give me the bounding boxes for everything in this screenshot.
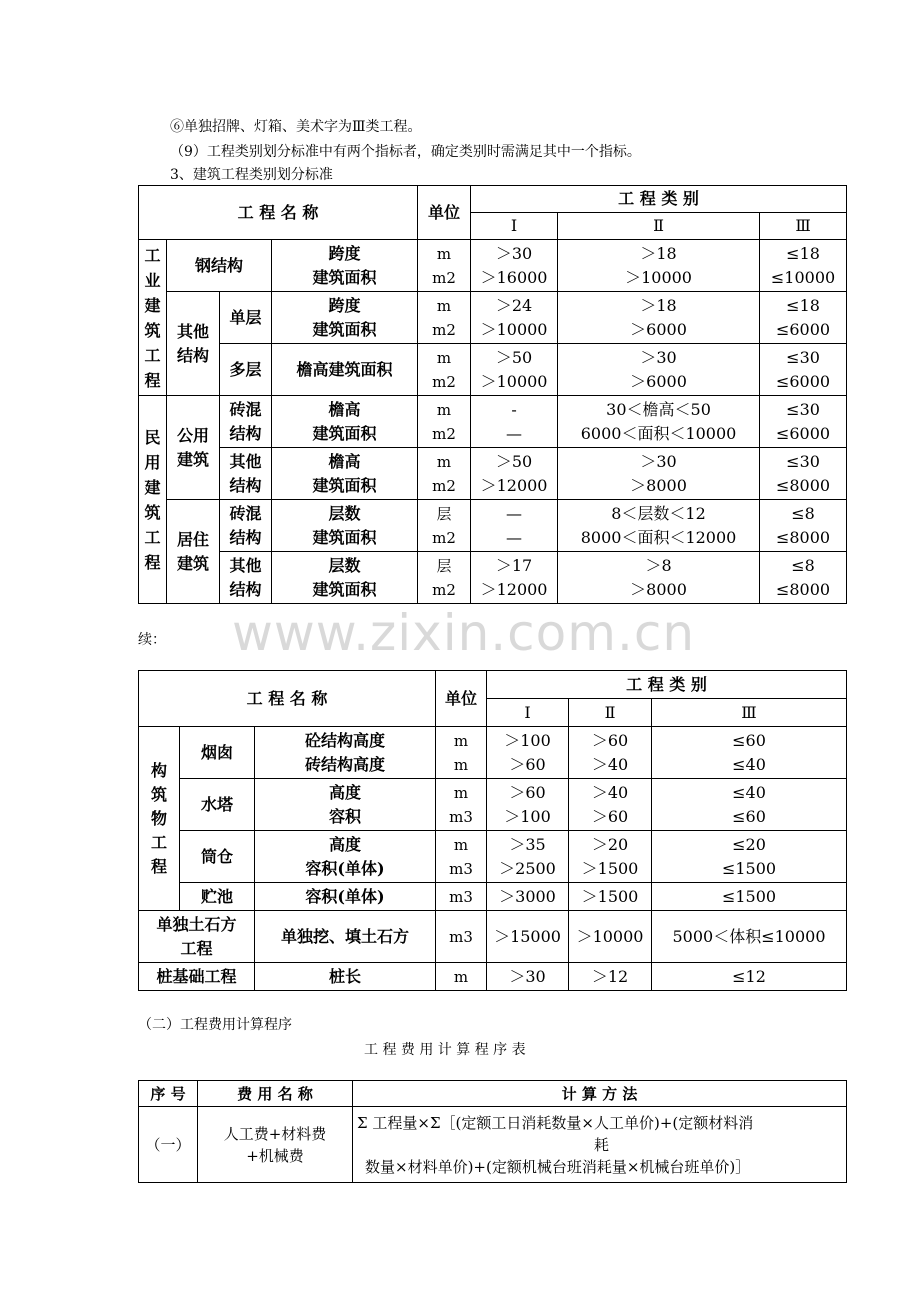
class-2-value: ＞1500 xyxy=(569,883,652,911)
class-3-value: ≤18 ≤10000 xyxy=(760,240,847,292)
header-category: 工 程 类 别 xyxy=(471,186,847,213)
header-class-3: Ⅲ xyxy=(652,699,847,727)
class-2-value: ＞10000 xyxy=(569,911,652,963)
group-structures: 构 筑 物 工 程 xyxy=(139,727,180,911)
class-2-value: ＞30 ＞6000 xyxy=(558,344,760,396)
unit: m3 xyxy=(436,911,487,963)
class-3-value: ≤20 ≤1500 xyxy=(652,831,847,883)
multi-storey: 多层 xyxy=(220,344,272,396)
class-1-value: ＞50 ＞12000 xyxy=(471,448,558,500)
class-1-value: ＞15000 xyxy=(487,911,569,963)
class-3-value: ≤8 ≤8000 xyxy=(760,552,847,604)
class-2-value: 8＜层数＜12 8000＜面积＜12000 xyxy=(558,500,760,552)
unit: m m2 xyxy=(418,396,471,448)
class-1-value: ＞100 ＞60 xyxy=(487,727,569,779)
class-2-value: ＞20 ＞1500 xyxy=(569,831,652,883)
unit: m m2 xyxy=(418,448,471,500)
indicator: 跨度 建筑面积 xyxy=(272,292,418,344)
other-structure: 其他 结构 xyxy=(220,552,272,604)
fee-calculation-table xyxy=(138,1080,847,1183)
intro-line-3: 3、建筑工程类别划分标准 xyxy=(170,167,333,183)
unit: 层 m2 xyxy=(418,500,471,552)
brick-concrete: 砖混 结构 xyxy=(220,500,272,552)
public-building: 公用 建筑 xyxy=(167,396,220,500)
class-1-value: ＞3000 xyxy=(487,883,569,911)
indicator: 层数 建筑面积 xyxy=(272,552,418,604)
unit: m m2 xyxy=(418,344,471,396)
table-title: 工 程 费 用 计 算 程 序 表 xyxy=(364,1042,526,1058)
intro-line-2: （9）工程类别划分标准中有两个指标者，确定类别时需满足其中一个指标。 xyxy=(170,144,641,160)
class-2-value: ＞60 ＞40 xyxy=(569,727,652,779)
class-2-value: 30＜檐高＜50 6000＜面积＜10000 xyxy=(558,396,760,448)
earthwork-name: 单独土石方 工程 xyxy=(139,911,255,963)
unit: m xyxy=(436,963,487,991)
class-2-value: ＞12 xyxy=(569,963,652,991)
class-2-value: ＞18 ＞6000 xyxy=(558,292,760,344)
unit: m m2 xyxy=(418,292,471,344)
fee-name: 人工费+材料费 +机械费 xyxy=(198,1107,353,1183)
indicator: 砼结构高度 砖结构高度 xyxy=(255,727,436,779)
indicator: 檐高 建筑面积 xyxy=(272,448,418,500)
unit: 层 m2 xyxy=(418,552,471,604)
header-class-1: Ⅰ xyxy=(487,699,569,727)
class-2-value: ＞18 ＞10000 xyxy=(558,240,760,292)
method-line-3: 数量×材料单价)+(定额机械台班消耗量×机械台班单价)］ xyxy=(365,1157,751,1176)
class-3-value: ≤8 ≤8000 xyxy=(760,500,847,552)
class-3-value: ≤12 xyxy=(652,963,847,991)
building-category-table xyxy=(138,185,847,604)
class-1-value: — — xyxy=(471,500,558,552)
intro-line-1: ⑥单独招牌、灯箱、美术字为Ⅲ类工程。 xyxy=(170,119,422,135)
class-3-value: ≤30 ≤8000 xyxy=(760,448,847,500)
residential-building: 居住 建筑 xyxy=(167,500,220,604)
unit: m m3 xyxy=(436,779,487,831)
class-1-value: - — xyxy=(471,396,558,448)
header-fee-name: 费 用 名 称 xyxy=(198,1081,353,1107)
class-1-value: ＞35 ＞2500 xyxy=(487,831,569,883)
header-class-3: Ⅲ xyxy=(760,213,847,240)
steel-structure: 钢结构 xyxy=(167,240,272,292)
structure-category-table xyxy=(138,670,847,991)
indicator: 檐高 建筑面积 xyxy=(272,396,418,448)
class-1-value: ＞17 ＞12000 xyxy=(471,552,558,604)
class-3-value: ≤30 ≤6000 xyxy=(760,344,847,396)
header-number: 序 号 xyxy=(139,1081,198,1107)
header-unit: 单位 xyxy=(418,186,471,240)
other-structure: 其他 结构 xyxy=(167,292,220,396)
header-class-2: Ⅱ xyxy=(558,213,760,240)
class-3-value: ≤60 ≤40 xyxy=(652,727,847,779)
indicator: 檐高建筑面积 xyxy=(272,344,418,396)
class-1-value: ＞50 ＞10000 xyxy=(471,344,558,396)
indicator: 桩长 xyxy=(255,963,436,991)
indicator: 跨度 建筑面积 xyxy=(272,240,418,292)
header-class-2: Ⅱ xyxy=(569,699,652,727)
method-line-2: 耗 xyxy=(593,1135,609,1154)
method-line-1: Σ 工程量×Σ［(定额工日消耗数量×人工单价)+(定额材料消 xyxy=(357,1113,754,1132)
unit: m m xyxy=(436,727,487,779)
single-storey: 单层 xyxy=(220,292,272,344)
header-name: 工 程 名 称 xyxy=(139,186,418,240)
class-3-value: ≤40 ≤60 xyxy=(652,779,847,831)
method xyxy=(353,1107,847,1183)
header-class-1: Ⅰ xyxy=(471,213,558,240)
class-1-value: ＞60 ＞100 xyxy=(487,779,569,831)
section-heading: （二）工程费用计算程序 xyxy=(138,1017,292,1033)
group-civil: 民 用 建 筑 工 程 xyxy=(139,396,167,604)
storage-pool: 贮池 xyxy=(180,883,255,911)
unit: m3 xyxy=(436,883,487,911)
unit: m m3 xyxy=(436,831,487,883)
pile-foundation-name: 桩基础工程 xyxy=(139,963,255,991)
header-category: 工 程 类 别 xyxy=(487,671,847,699)
class-1-value: ＞30 ＞16000 xyxy=(471,240,558,292)
class-1-value: ＞24 ＞10000 xyxy=(471,292,558,344)
class-3-value: ≤30 ≤6000 xyxy=(760,396,847,448)
indicator: 高度 容积(单体) xyxy=(255,831,436,883)
header-unit: 单位 xyxy=(436,671,487,727)
indicator: 单独挖、填土石方 xyxy=(255,911,436,963)
indicator: 容积(单体) xyxy=(255,883,436,911)
class-2-value: ＞8 ＞8000 xyxy=(558,552,760,604)
class-3-value: ≤1500 xyxy=(652,883,847,911)
chimney: 烟囱 xyxy=(180,727,255,779)
other-structure: 其他 结构 xyxy=(220,448,272,500)
continued-label: 续： xyxy=(138,632,166,648)
class-2-value: ＞40 ＞60 xyxy=(569,779,652,831)
class-3-value: 5000＜体积≤10000 xyxy=(652,911,847,963)
class-1-value: ＞30 xyxy=(487,963,569,991)
header-method: 计 算 方 法 xyxy=(353,1081,847,1107)
indicator: 高度 容积 xyxy=(255,779,436,831)
unit: m m2 xyxy=(418,240,471,292)
brick-concrete: 砖混 结构 xyxy=(220,396,272,448)
indicator: 层数 建筑面积 xyxy=(272,500,418,552)
group-industrial: 工 业 建 筑 工 程 xyxy=(139,240,167,396)
water-tower: 水塔 xyxy=(180,779,255,831)
silo: 筒仓 xyxy=(180,831,255,883)
row-number: （一） xyxy=(139,1107,198,1183)
class-3-value: ≤18 ≤6000 xyxy=(760,292,847,344)
header-name: 工 程 名 称 xyxy=(139,671,436,727)
watermark: www.zixin.com.cn xyxy=(232,604,696,662)
class-2-value: ＞30 ＞8000 xyxy=(558,448,760,500)
